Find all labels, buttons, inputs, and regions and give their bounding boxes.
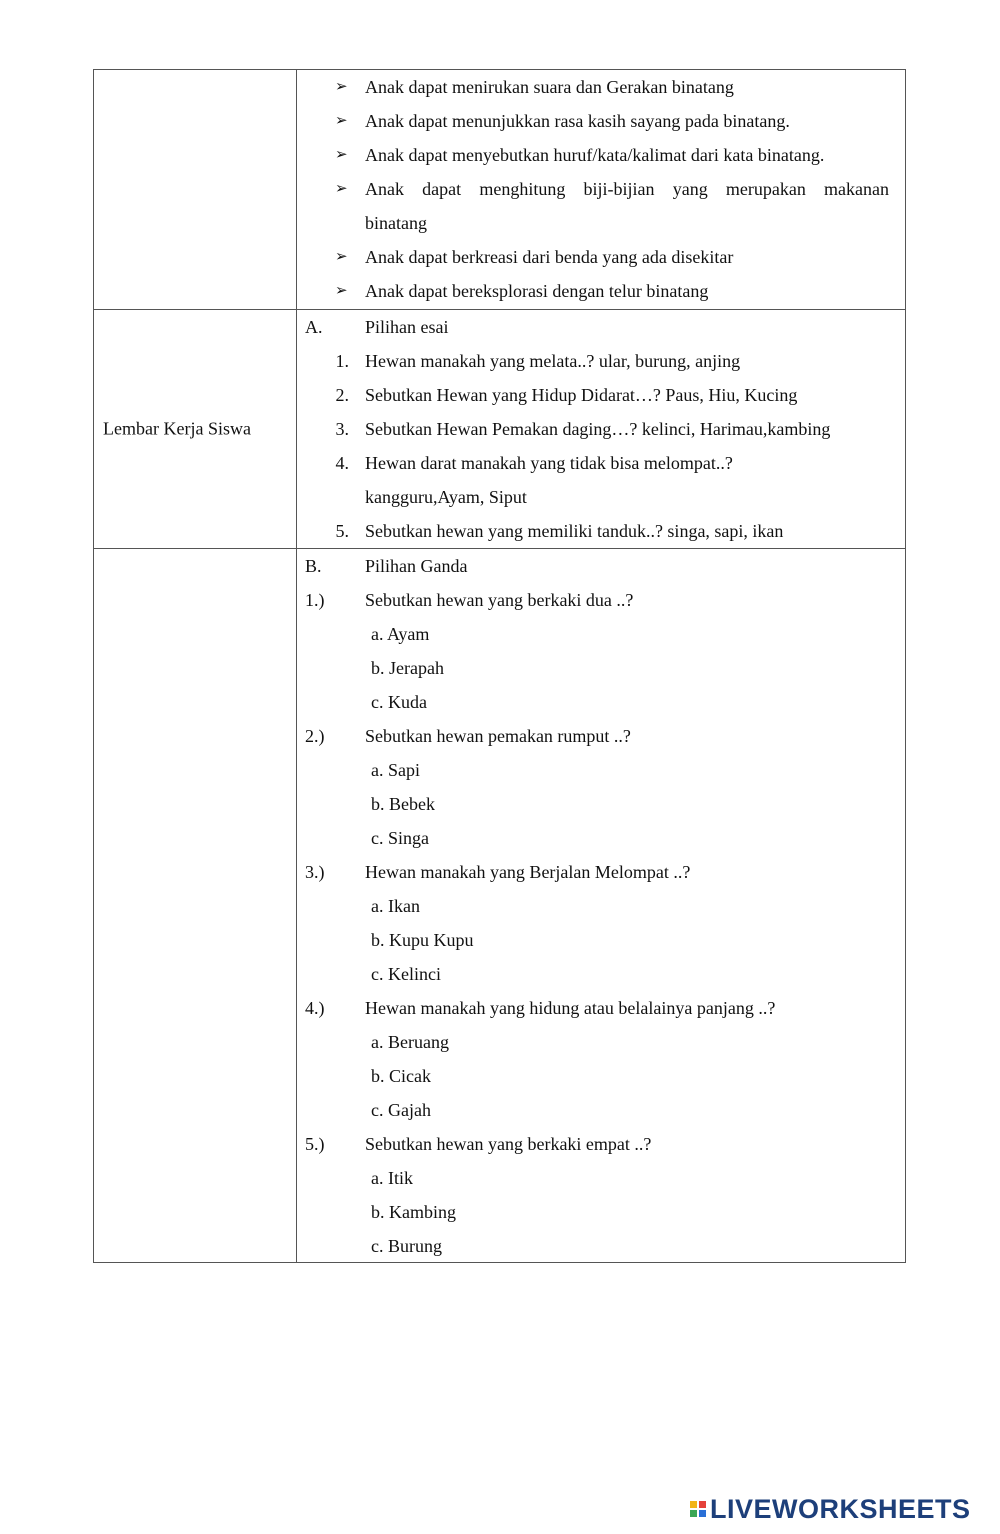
objectives-row: [94, 70, 905, 309]
mc-option[interactable]: c. Kuda: [371, 692, 427, 712]
arrowhead-bullet-icon: ➢: [335, 283, 348, 299]
objective-item-continuation: binatang: [365, 213, 427, 233]
mc-question: 5.) Sebutkan hewan yang berkaki empat ..?: [305, 1134, 652, 1154]
mc-question: 1.) Sebutkan hewan yang berkaki dua ..?: [305, 590, 634, 610]
mc-option[interactable]: a. Ayam: [371, 624, 430, 644]
liveworksheets-logo: [690, 1494, 971, 1524]
mc-option[interactable]: a. Ikan: [371, 896, 420, 916]
essay-question: 5. Sebutkan hewan yang memiliki tanduk..? singa, sapi, ikan: [335, 521, 784, 541]
objective-item: ➢ Anak dapat menunjukkan rasa kasih sayang pada binatang.: [297, 104, 897, 138]
arrowhead-bullet-icon: ➢: [335, 147, 348, 163]
worksheet-label-cell: [94, 310, 297, 548]
objectives-cell: [297, 70, 905, 309]
essay-cell: [297, 310, 905, 548]
multiple-choice-label-cell: [94, 549, 297, 1262]
logo-square: [699, 1510, 706, 1517]
essay-question: 1. Hewan manakah yang melata..? ular, burung, anjing: [335, 351, 741, 371]
mc-option[interactable]: b. Kupu Kupu: [371, 930, 474, 950]
essay-question: 4. Hewan darat manakah yang tidak bisa melompat..?: [335, 453, 733, 473]
logo-text: LIVEWORKSHEETS: [710, 1493, 971, 1524]
objective-item: ➢ Anak dapat berkreasi dari benda yang ada disekitar: [297, 240, 897, 274]
mc-option[interactable]: c. Gajah: [371, 1100, 431, 1120]
objective-item: ➢ Anak dapat menghitung biji-bijian yang merupakan makanan: [297, 172, 897, 206]
mc-option[interactable]: c. Singa: [371, 828, 429, 848]
multiple-choice-cell: [297, 549, 905, 1262]
arrowhead-bullet-icon: ➢: [335, 181, 348, 197]
essay-question-continuation: kangguru,Ayam, Siput: [365, 487, 527, 507]
mc-question: 2.) Sebutkan hewan pemakan rumput ..?: [305, 726, 631, 746]
logo-square: [690, 1510, 697, 1517]
logo-square: [690, 1501, 697, 1508]
arrowhead-bullet-icon: ➢: [335, 79, 348, 95]
mc-question: 4.) Hewan manakah yang hidung atau belalainya panjang ..?: [305, 998, 776, 1018]
mc-question: 3.) Hewan manakah yang Berjalan Melompat ..?: [305, 862, 691, 882]
section-heading: B. Pilihan Ganda: [305, 556, 468, 576]
section-heading: A. Pilihan esai: [305, 317, 449, 337]
arrowhead-bullet-icon: ➢: [335, 113, 348, 129]
objective-item: ➢ Anak dapat menyebutkan huruf/kata/kalimat dari kata binatang.: [297, 138, 897, 172]
worksheet-table: [93, 69, 906, 1263]
essay-question: 2. Sebutkan Hewan yang Hidup Didarat…? Paus, Hiu, Kucing: [335, 385, 798, 405]
logo-square: [699, 1501, 706, 1508]
mc-option[interactable]: c. Kelinci: [371, 964, 441, 984]
arrowhead-bullet-icon: ➢: [335, 249, 348, 265]
multiple-choice-row: [94, 548, 905, 1262]
objectives-label-cell: [94, 70, 297, 309]
mc-option[interactable]: c. Burung: [371, 1236, 442, 1256]
worksheet-label: Lembar Kerja Siswa: [103, 418, 251, 439]
objective-item: ➢ Anak dapat menirukan suara dan Gerakan binatang: [297, 70, 897, 104]
mc-option[interactable]: a. Itik: [371, 1168, 413, 1188]
mc-option[interactable]: b. Cicak: [371, 1066, 431, 1086]
objective-item: ➢ Anak dapat bereksplorasi dengan telur binatang: [297, 274, 897, 308]
mc-option[interactable]: b. Jerapah: [371, 658, 444, 678]
essay-question: 3. Sebutkan Hewan Pemakan daging…? kelinci, Harimau,kambing: [335, 419, 831, 439]
mc-option[interactable]: b. Kambing: [371, 1202, 456, 1222]
mc-option[interactable]: b. Bebek: [371, 794, 435, 814]
mc-option[interactable]: a. Sapi: [371, 760, 420, 780]
mc-option[interactable]: a. Beruang: [371, 1032, 449, 1052]
liveworksheets-logo-icon: [690, 1501, 706, 1517]
essay-row: [94, 309, 905, 548]
